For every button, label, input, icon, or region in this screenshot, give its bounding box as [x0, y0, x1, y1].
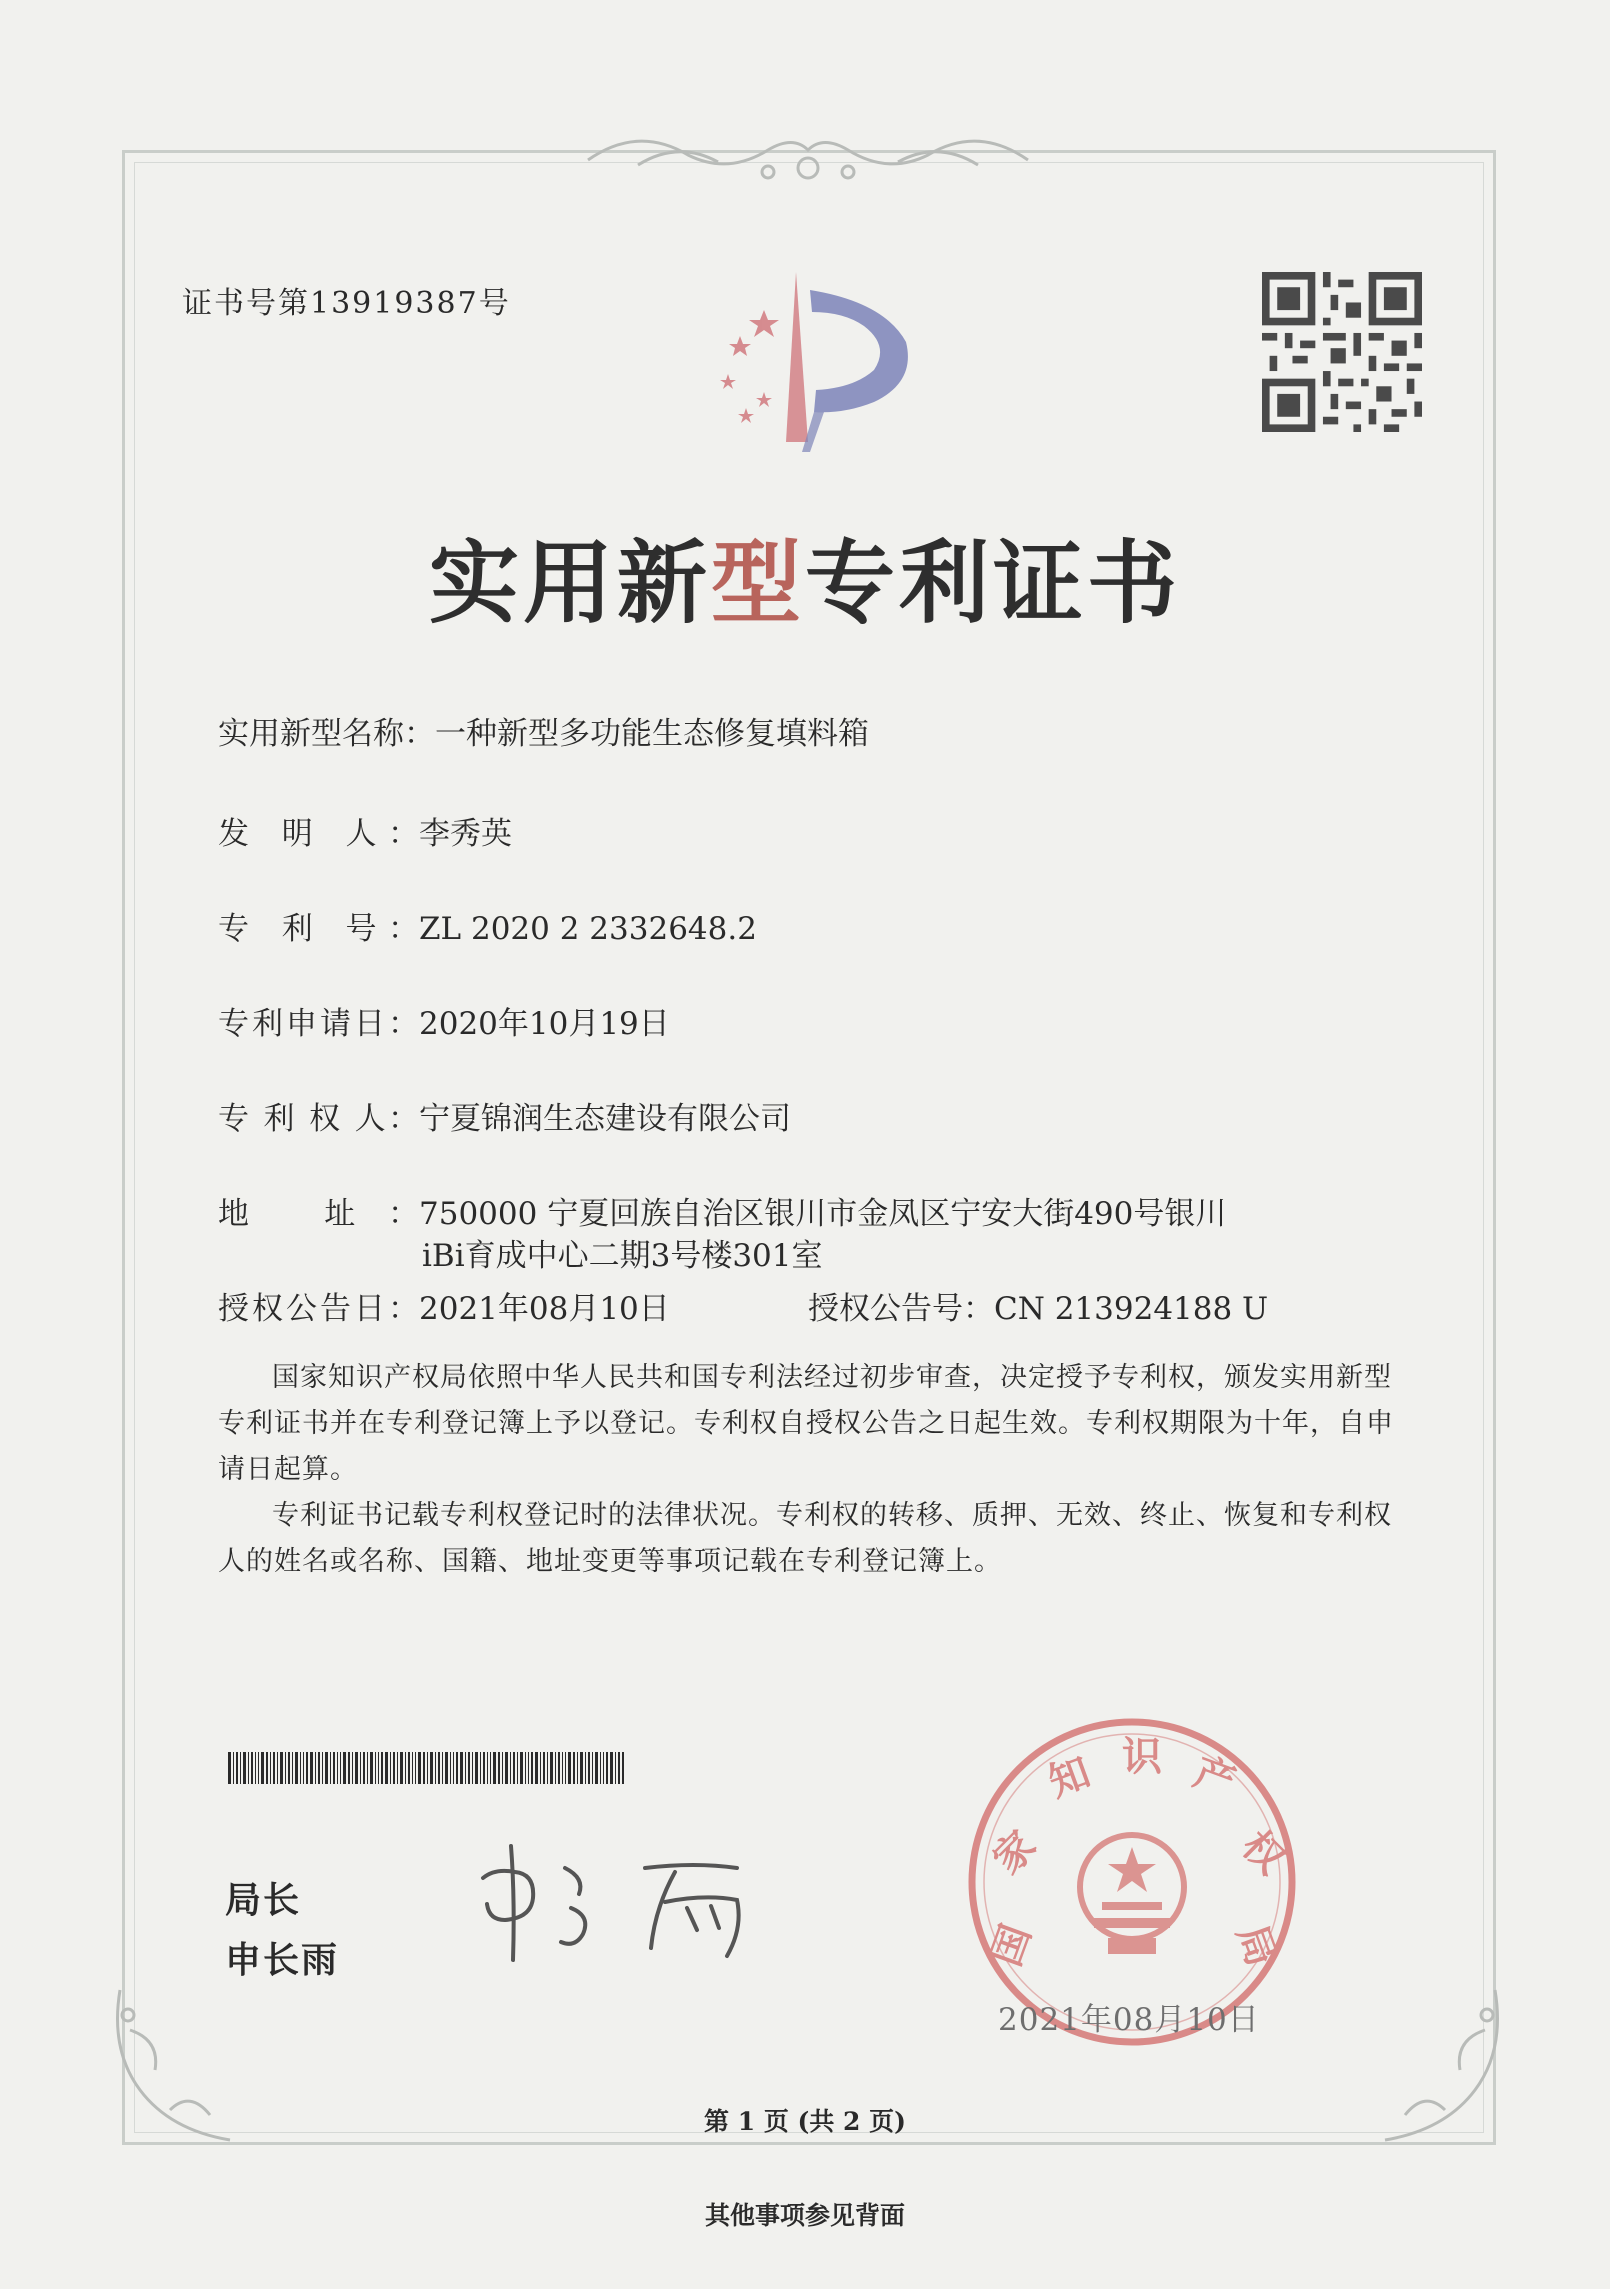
filing-date-value: 2020年10月19日: [419, 1006, 670, 1042]
address-row: [218, 1188, 1226, 1233]
grant-number-value: CN 213924188 U: [994, 1291, 1269, 1327]
grant-statement: [218, 1355, 1413, 1585]
svg-text:产: 产: [1187, 1748, 1242, 1807]
svg-text:家: 家: [983, 1821, 1046, 1884]
certificate-title: 实用新型专利证书: [429, 531, 1181, 636]
seal-date: 2021年08月10日: [998, 2002, 1260, 2038]
signatory-title: 局长: [225, 1880, 302, 1921]
grant-paragraph-2: 专利证书记载专利权登记时的法律状况。专利权的转移、质押、无效、终止、恢复和专利权人的姓名或名称、国籍、地址变更等事项记载在专利登记簿上。: [218, 1500, 1392, 1577]
patent-number-row: [218, 903, 757, 948]
grant-number-label: 授权公告号：: [808, 1291, 994, 1327]
svg-text:识: 识: [1122, 1733, 1162, 1780]
patentee-row: [218, 1093, 791, 1138]
grant-date-value: 2021年08月10日: [419, 1291, 670, 1327]
svg-text:局: 局: [1227, 1918, 1286, 1973]
inventor-label: 发 明 人：: [218, 816, 419, 852]
barcode: [228, 1752, 624, 1784]
qr-code[interactable]: [1262, 272, 1422, 432]
patent-office-emblem-icon: [684, 262, 924, 462]
grant-paragraph-1: 国家知识产权局依照中华人民共和国专利法经过初步审查，决定授予专利权，颁发实用新型专利证书并在专利登记簿上予以登记。专利权自授权公告之日起生效。专利权期限为十年，自申请日起算。: [218, 1362, 1394, 1485]
grant-number-row: [808, 1283, 1268, 1328]
patent-number-label: 专 利 号：: [218, 911, 419, 947]
grant-date-label: 授权公告日：: [218, 1291, 419, 1327]
address-line1: 750000 宁夏回族自治区银川市金凤区宁安大街490号银川: [419, 1196, 1227, 1232]
inventor-value: 李秀英: [419, 816, 512, 852]
page-indicator: 第 1 页 (共 2 页): [704, 2107, 906, 2136]
patentee-label: 专 利 权 人：: [218, 1101, 419, 1137]
filing-date-row: [218, 998, 670, 1043]
patentee-value: 宁夏锦润生态建设有限公司: [419, 1101, 791, 1137]
address-label: 地 址：: [218, 1196, 419, 1232]
svg-text:权: 权: [1232, 1821, 1295, 1884]
svg-text:知: 知: [1042, 1748, 1097, 1807]
utility-model-name-value: 一种新型多功能生态修复填料箱: [435, 716, 869, 752]
utility-model-name-label: 实用新型名称：: [218, 716, 435, 752]
certificate-number: 证书号第13919387号: [182, 286, 511, 321]
footer-note: 其他事项参见背面: [704, 2201, 905, 2230]
grant-date-row: [218, 1283, 670, 1328]
handwritten-signature-icon: [475, 1838, 815, 1968]
filing-date-label: 专利申请日：: [218, 1006, 419, 1042]
patent-number-value: ZL 2020 2 2332648.2: [419, 911, 757, 947]
svg-text:国: 国: [982, 1918, 1041, 1973]
signatory-name: 申长雨: [225, 1940, 340, 1981]
address-line2: iBi育成中心二期3号楼301室: [422, 1238, 823, 1274]
utility-model-name-row: [218, 708, 869, 753]
top-ornament-icon: [578, 120, 1038, 190]
inventor-row: [218, 808, 512, 853]
